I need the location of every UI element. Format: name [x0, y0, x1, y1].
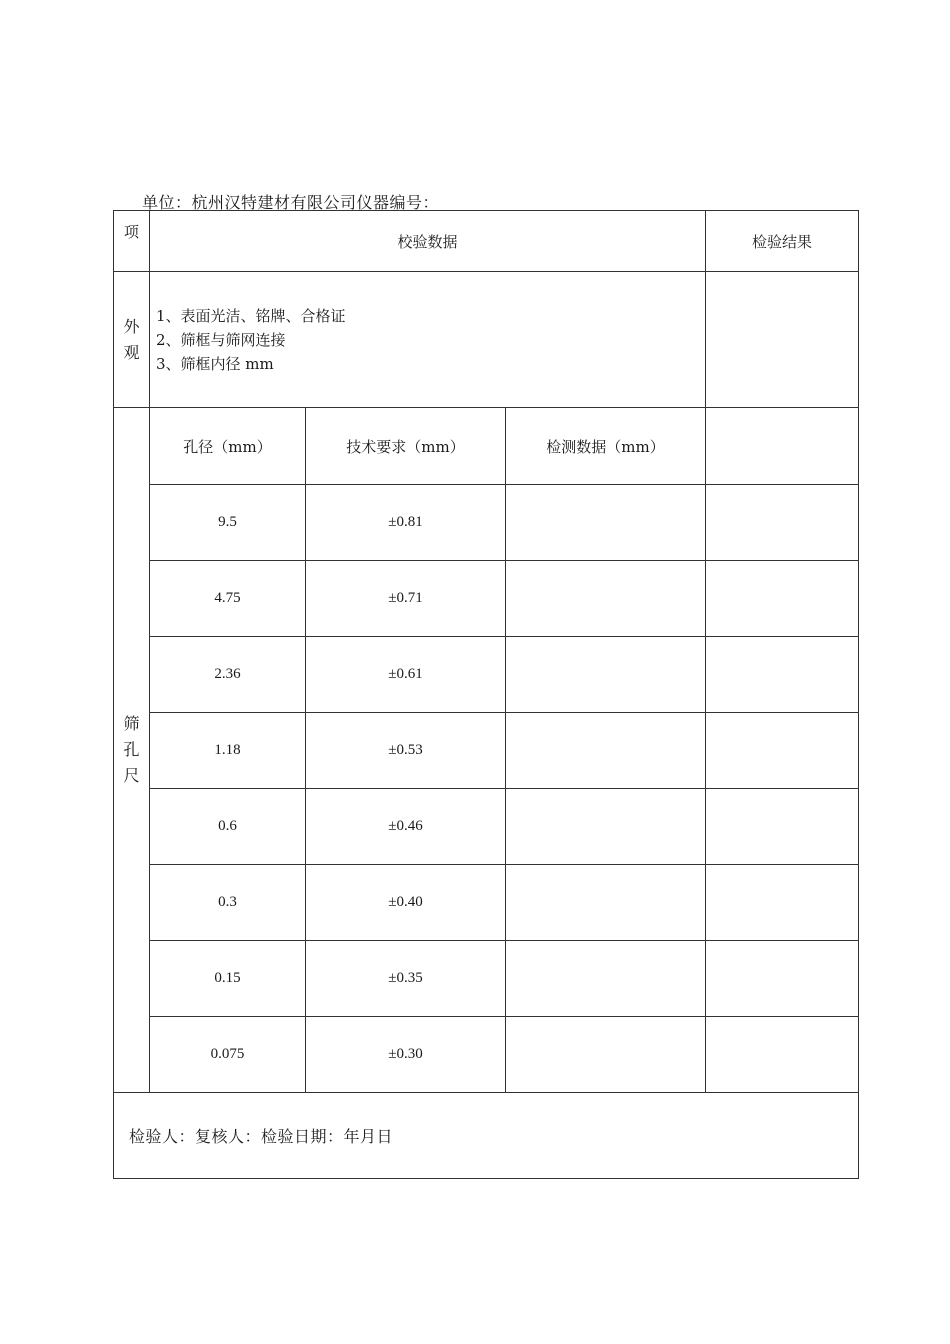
measured-data-cell[interactable]	[506, 713, 706, 789]
table-row	[114, 637, 859, 713]
measured-data-cell[interactable]	[506, 789, 706, 865]
result-cell[interactable]	[706, 865, 859, 941]
tolerance-value: ±0.53	[306, 713, 506, 789]
tolerance-value: ±0.30	[306, 1017, 506, 1093]
measured-data-cell[interactable]	[506, 1017, 706, 1093]
measured-data-cell[interactable]	[506, 941, 706, 1017]
tolerance-value: ±0.71	[306, 561, 506, 637]
tolerance-value: ±0.46	[306, 789, 506, 865]
aperture-value: 1.18	[150, 713, 306, 789]
appearance-criterion-2: 2、筛框与筛网连接	[156, 330, 286, 349]
measured-data-cell[interactable]	[506, 561, 706, 637]
aperture-value: 0.15	[150, 941, 306, 1017]
measured-data-cell[interactable]	[506, 637, 706, 713]
table-row	[114, 1017, 859, 1093]
appearance-criteria	[150, 272, 706, 408]
aperture-value: 9.5	[150, 485, 306, 561]
result-cell[interactable]	[706, 485, 859, 561]
sieve-calibration-table	[113, 210, 859, 1179]
tolerance-value: ±0.81	[306, 485, 506, 561]
aperture-value: 0.075	[150, 1017, 306, 1093]
result-cell[interactable]	[706, 561, 859, 637]
sieve-header-row	[114, 408, 859, 485]
item-header: 项	[114, 211, 150, 272]
tolerance-header: 技术要求（mm）	[306, 408, 506, 485]
unit-instrument-line: 单位：杭州汉特建材有限公司仪器编号：	[142, 193, 440, 212]
inspection-result-header: 检验结果	[706, 211, 859, 272]
aperture-header: 孔径（mm）	[150, 408, 306, 485]
aperture-value: 2.36	[150, 637, 306, 713]
sieve-aperture-label: 筛孔尺	[123, 714, 140, 785]
signature-line: 检验人：复核人：检验日期：年月日	[114, 1093, 859, 1179]
table-row	[114, 713, 859, 789]
footer-row	[114, 1093, 859, 1179]
result-cell[interactable]	[706, 1017, 859, 1093]
appearance-row	[114, 272, 859, 408]
appearance-label-cell	[114, 272, 150, 408]
aperture-value: 0.6	[150, 789, 306, 865]
table-row	[114, 789, 859, 865]
appearance-result-cell[interactable]	[706, 272, 859, 408]
result-cell[interactable]	[706, 789, 859, 865]
measured-data-header: 检测数据（mm）	[506, 408, 706, 485]
tolerance-value: ±0.35	[306, 941, 506, 1017]
table-row	[114, 561, 859, 637]
measured-data-cell[interactable]	[506, 865, 706, 941]
table-row	[114, 485, 859, 561]
aperture-value: 4.75	[150, 561, 306, 637]
sieve-label-cell	[114, 408, 150, 1093]
table-row	[114, 865, 859, 941]
measured-data-cell[interactable]	[506, 485, 706, 561]
appearance-criterion-1: 1、表面光洁、铭牌、合格证	[156, 306, 346, 325]
appearance-criterion-3: 3、筛框内径 mm	[156, 354, 274, 373]
table-row	[114, 941, 859, 1017]
result-cell[interactable]	[706, 637, 859, 713]
tolerance-value: ±0.61	[306, 637, 506, 713]
aperture-value: 0.3	[150, 865, 306, 941]
tolerance-value: ±0.40	[306, 865, 506, 941]
appearance-label: 外观	[123, 316, 140, 362]
result-cell[interactable]	[706, 941, 859, 1017]
sieve-header-result-cell[interactable]	[706, 408, 859, 485]
result-cell[interactable]	[706, 713, 859, 789]
calibration-data-header: 校验数据	[150, 211, 706, 272]
header-row	[114, 211, 859, 272]
